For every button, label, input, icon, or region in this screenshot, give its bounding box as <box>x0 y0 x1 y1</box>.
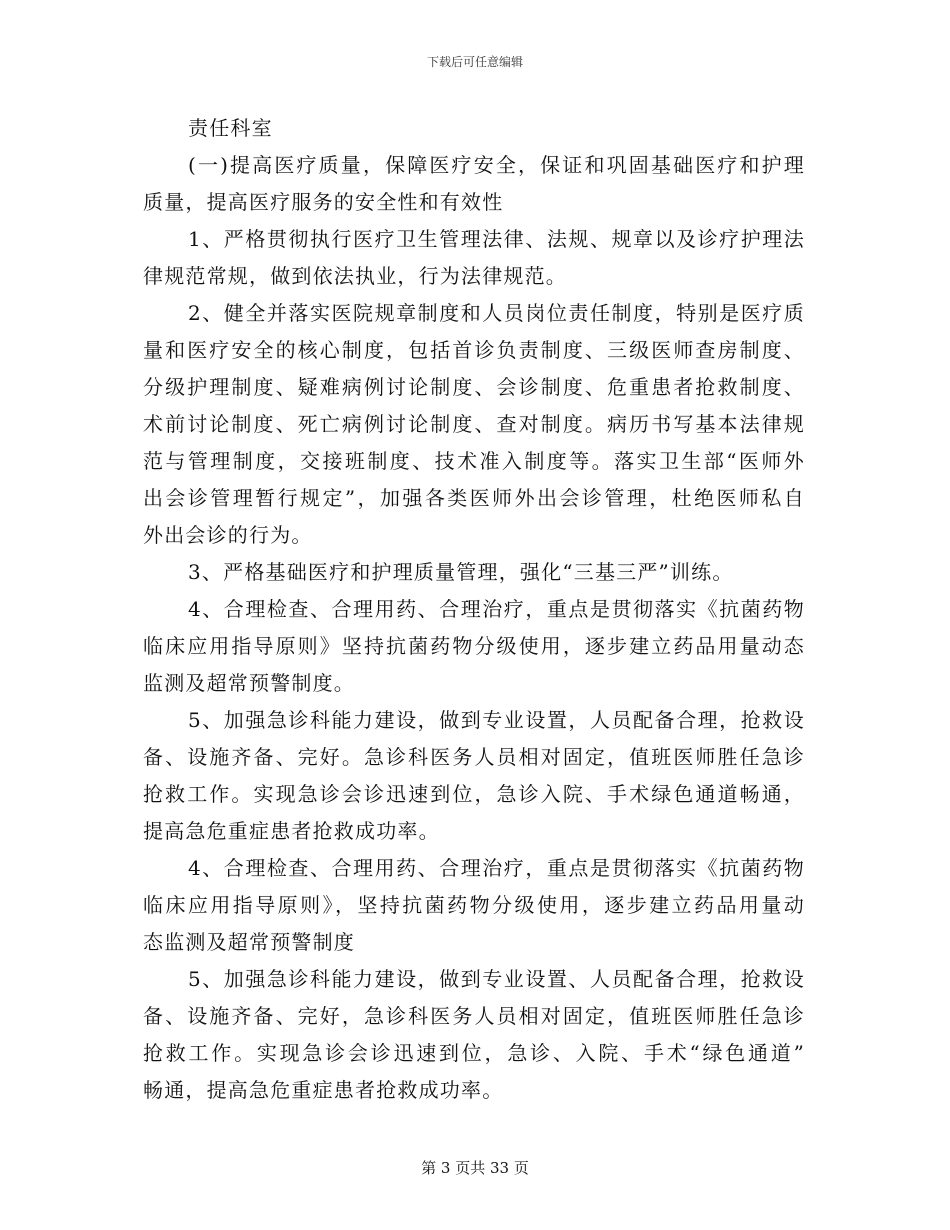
text-line: 质量，提高医疗服务的安全性和有效性 <box>143 190 504 214</box>
paragraph-point-4-repeat <box>143 850 805 961</box>
text-line: (一)提高医疗质量，保障医疗安全，保证和巩固基础医疗和护理 <box>188 153 805 177</box>
text-line: 畅通，提高急危重症患者抢救成功率。 <box>143 1078 504 1102</box>
text-line: 4、合理检查、合理用药、合理治疗，重点是贯彻落实《抗菌药物 <box>188 856 805 880</box>
text-line: 外出会诊的行为。 <box>143 523 313 547</box>
text-line: 律规范常规，做到依法执业，行为法律规范。 <box>143 264 567 288</box>
document-body <box>143 110 805 1109</box>
text-line: 范与管理制度，交接班制度、技术准入制度等。落实卫生部“医师外 <box>143 449 805 473</box>
text-line: 备、设施齐备、完好。急诊科医务人员相对固定，值班医师胜任急诊 <box>143 745 805 769</box>
page-header-note: 下载后可任意编辑 <box>426 55 523 69</box>
paragraph-point-5-repeat <box>143 961 805 1109</box>
paragraph-point-3 <box>143 554 805 591</box>
text-line: 5、加强急诊科能力建设，做到专业设置、人员配备合理，抢救设 <box>188 967 805 991</box>
text-line: 抢救工作。实现急诊会诊迅速到位，急诊入院、手术绿色通道畅通， <box>143 782 805 806</box>
text-line: 备、设施齐备、完好，急诊科医务人员相对固定，值班医师胜任急诊 <box>143 1004 805 1028</box>
text-line: 2、健全并落实医院规章制度和人员岗位责任制度，特别是医疗质 <box>188 301 805 325</box>
paragraph-point-2 <box>143 295 805 554</box>
text-line: 3、严格基础医疗和护理质量管理，强化“三基三严”训练。 <box>188 560 734 584</box>
text-line: 监测及超常预警制度。 <box>143 671 355 695</box>
text-line: 1、严格贯彻执行医疗卫生管理法律、法规、规章以及诊疗护理法 <box>188 227 805 251</box>
text-line: 责任科室 <box>188 116 273 140</box>
text-line: 分级护理制度、疑难病例讨论制度、会诊制度、危重患者抢救制度、 <box>143 375 805 399</box>
paragraph-point-4 <box>143 591 805 702</box>
paragraph-item-one-heading <box>143 147 805 221</box>
paragraph-point-5 <box>143 702 805 850</box>
text-line: 4、合理检查、合理用药、合理治疗，重点是贯彻落实《抗菌药物 <box>188 597 805 621</box>
text-line: 5、加强急诊科能力建设，做到专业设置，人员配备合理，抢救设 <box>188 708 805 732</box>
text-line: 术前讨论制度、死亡病例讨论制度、查对制度。病历书写基本法律规 <box>143 412 805 436</box>
text-line: 抢救工作。实现急诊会诊迅速到位，急诊、入院、手术“绿色通道” <box>143 1041 805 1065</box>
text-line: 出会诊管理暂行规定”，加强各类医师外出会诊管理，杜绝医师私自 <box>143 486 805 510</box>
text-line: 提高急危重症患者抢救成功率。 <box>143 819 440 843</box>
text-line: 态监测及超常预警制度 <box>143 930 355 954</box>
text-line: 量和医疗安全的核心制度，包括首诊负责制度、三级医师查房制度、 <box>143 338 805 362</box>
text-line: 临床应用指导原则》坚持抗菌药物分级使用，逐步建立药品用量动态 <box>143 634 805 658</box>
paragraph-point-1 <box>143 221 805 295</box>
text-line: 临床应用指导原则》，坚持抗菌药物分级使用，逐步建立药品用量动 <box>143 893 805 917</box>
paragraph-section-title <box>143 110 805 147</box>
page-number: 第 3 页共 33 页 <box>421 1159 529 1177</box>
